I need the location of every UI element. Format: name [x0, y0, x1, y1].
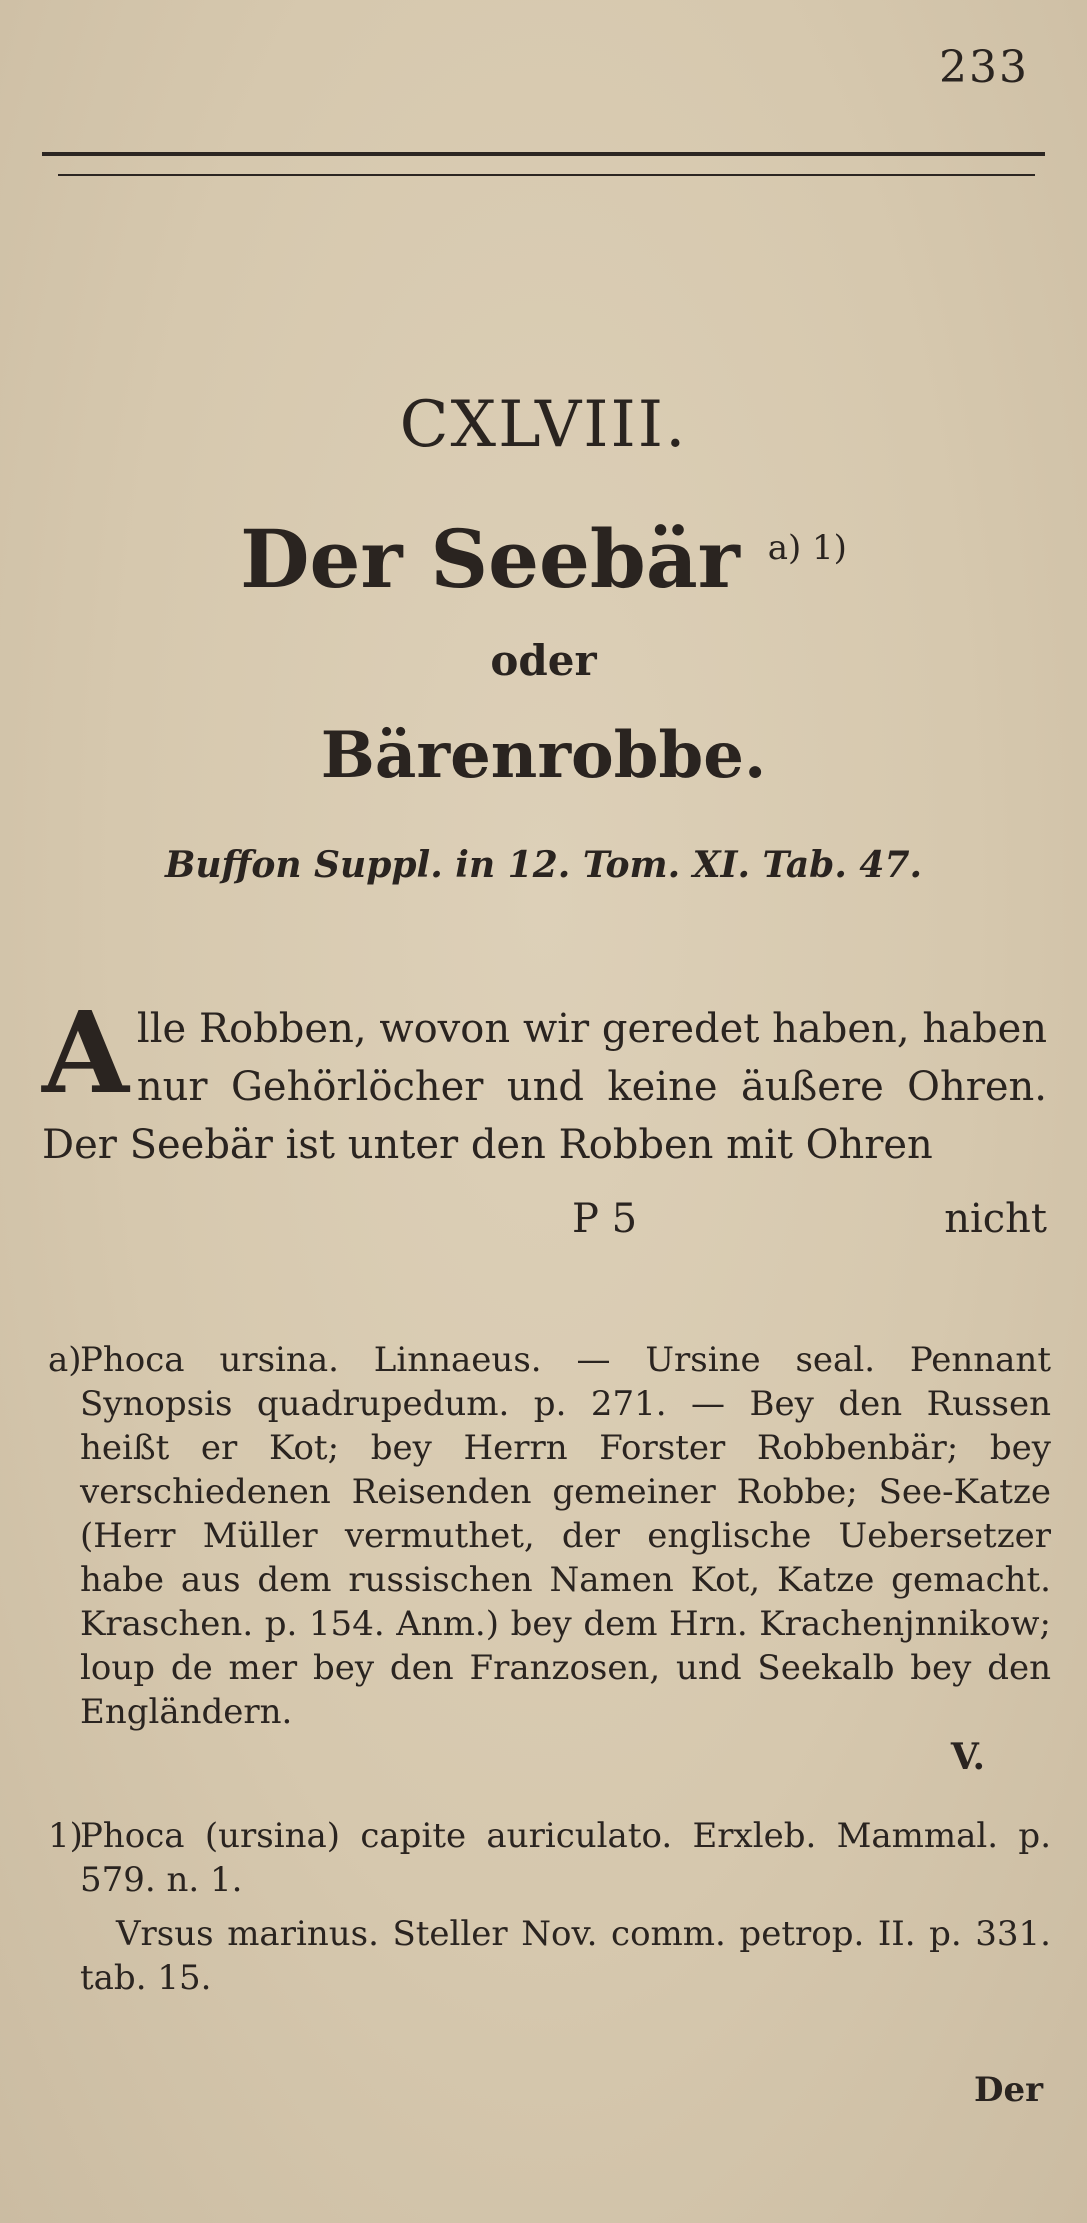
title-connector: oder — [490, 636, 597, 685]
footnote-a-text: Phoca ursina. Linnaeus. — Ursine seal. Pennant Synopsis quadrupedum. p. 271. — Bey den Russen heißt er Kot; bey Herrn Forster Robbenbär; bey verschiedenen Reisenden gemeiner Robbe; See-Katze (Herr Müller vermuthet, der englische Uebersetzer habe aus dem russischen Namen Kot, Katze gemacht. Kraschen. p. 154. Anm.) bey dem Hrn. Krachenjnnikow; loup de mer bey den Franzosen, und Seekalb bey den Engländern. — [80, 1340, 1051, 1732]
chapter-subtitle: Bärenrobbe. — [320, 718, 767, 793]
page-number: 233 — [939, 42, 1029, 93]
catchword: nicht — [944, 1196, 1047, 1242]
signature-mark: P 5 — [572, 1196, 638, 1242]
footnote-a-sign: V. — [950, 1736, 985, 1778]
source-reference: Buffon Suppl. in 12. Tom. XI. Tab. 47. — [164, 844, 923, 886]
footnote-1-label: 1) — [48, 1816, 83, 1856]
footnote-1-text2: Vrsus marinus. Steller Nov. comm. petrop. II. p. 331. tab. 15. — [80, 1914, 1051, 1998]
header-rule-thin — [58, 174, 1035, 176]
header-rule-thick — [42, 152, 1045, 156]
title-footnote-marks: a) 1) — [767, 528, 847, 568]
footnote-a — [48, 1338, 1051, 1734]
footnote-a-label: a) — [48, 1340, 82, 1380]
footnote-1-text: Phoca (ursina) capite auriculato. Erxleb. Mammal. p. 579. n. 1. — [80, 1816, 1051, 1900]
bottom-catchword: Der — [973, 2070, 1043, 2110]
footnote-1-continuation — [80, 1912, 1051, 2000]
chapter-number: CXLVIII. — [399, 388, 688, 462]
chapter-title-line — [0, 512, 1087, 606]
chapter-title: Der Seebär — [240, 512, 740, 606]
drop-capital: A — [42, 988, 129, 1119]
body-paragraph — [42, 988, 1047, 1174]
footnote-1 — [48, 1814, 1051, 1902]
signature-row — [0, 1196, 1087, 1256]
body-text: lle Robben, wovon wir geredet haben, haben nur Gehörlöcher und keine äußere Ohren. Der Seebär ist unter den Robben mit Ohren — [42, 1006, 1047, 1168]
